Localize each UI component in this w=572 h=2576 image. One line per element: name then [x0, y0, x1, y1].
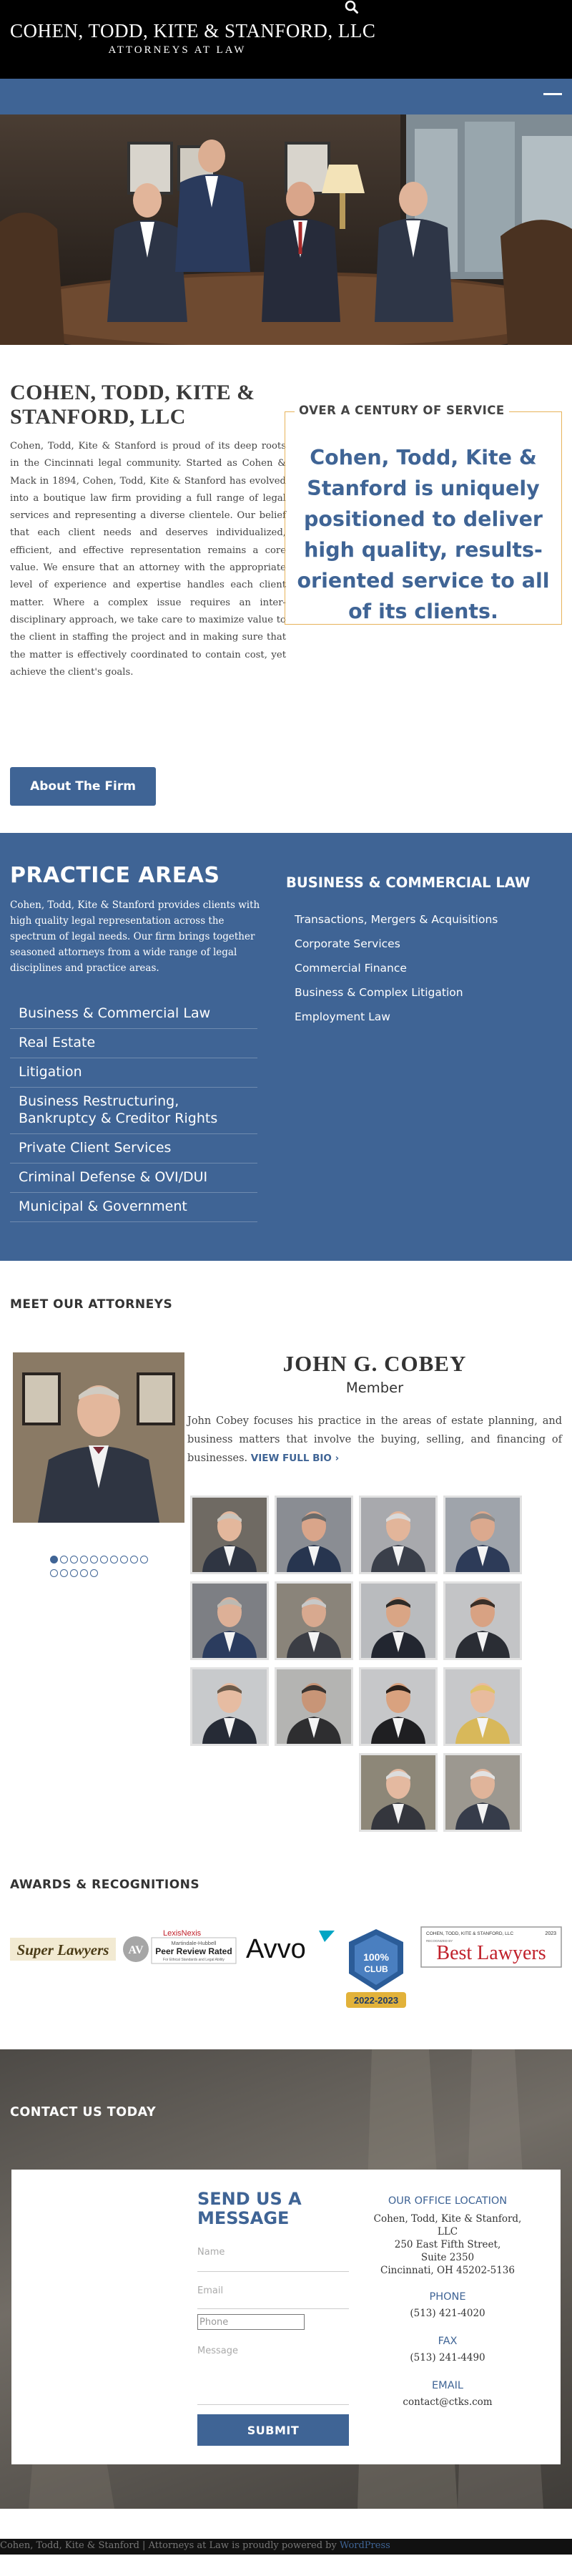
- carousel-dot[interactable]: [70, 1569, 78, 1577]
- attorney-thumbnail[interactable]: [359, 1753, 438, 1832]
- carousel-dot[interactable]: [130, 1556, 138, 1563]
- carousel-dot[interactable]: [120, 1556, 128, 1563]
- office-location: [365, 2195, 531, 2409]
- super-lawyers-logo: [10, 1933, 116, 1965]
- ethical-standards-label: For Ethical Standards and Legal Ability: [163, 1958, 225, 1962]
- featured-attorney-photo: [13, 1352, 184, 1523]
- attorney-thumbnail[interactable]: [359, 1496, 438, 1574]
- chevron-right-icon: ›: [335, 1453, 340, 1464]
- carousel-dot[interactable]: [70, 1556, 78, 1563]
- avvo-label: Avvo: [246, 1934, 306, 1964]
- office-name-line1: Cohen, Todd, Kite & Stanford,: [373, 2213, 522, 2225]
- about-the-firm-button[interactable]: About The Firm: [10, 767, 156, 806]
- carousel-dot[interactable]: [80, 1569, 88, 1577]
- attorney-thumbnail[interactable]: [443, 1496, 522, 1574]
- carousel-dot[interactable]: [100, 1556, 108, 1563]
- best-lawyers-firm: COHEN, TODD, KITE & STANFORD, LLC: [426, 1931, 514, 1936]
- attorneys-title: MEET OUR ATTORNEYS: [10, 1297, 173, 1312]
- carousel-dot[interactable]: [50, 1556, 58, 1563]
- submit-button[interactable]: SUBMIT: [197, 2414, 349, 2446]
- footer-text: [0, 2540, 390, 2551]
- wordpress-link[interactable]: WordPress: [339, 2540, 390, 2551]
- best-lawyers-label: Best Lawyers: [436, 1942, 546, 1964]
- fax-heading: FAX: [438, 2336, 458, 2347]
- send-message-heading: SEND US A MESSAGE: [197, 2189, 302, 2228]
- practice-area-real-estate[interactable]: Real Estate: [10, 1029, 257, 1058]
- practice-area-litigation[interactable]: Litigation: [10, 1058, 257, 1088]
- century-label: OVER A CENTURY OF SERVICE: [295, 404, 509, 417]
- featured-attorney-bio-text: John Cobey focuses his practice in the areas of estate planning, and business matters that involve the buying, selling, and financing of businesses.: [187, 1415, 562, 1464]
- view-full-bio-link[interactable]: VIEW FULL BIO ›: [250, 1453, 340, 1464]
- carousel-dot[interactable]: [50, 1569, 58, 1577]
- martindale-badge: [122, 1928, 237, 1968]
- message-field-underline: [197, 2404, 349, 2405]
- featured-attorney-name: JOHN G. COBEY: [282, 1351, 467, 1376]
- business-law-heading: BUSINESS & COMMERCIAL LAW: [286, 874, 531, 891]
- office-address-line2: Suite 2350: [420, 2252, 475, 2263]
- practice-area-business[interactable]: Business & Commercial Law: [10, 1000, 257, 1029]
- carousel-dot[interactable]: [90, 1556, 98, 1563]
- attorney-thumbnail[interactable]: [443, 1667, 522, 1746]
- office-address-line3: Cincinnati, OH 45202-5136: [380, 2265, 515, 2276]
- business-law-item[interactable]: Employment Law: [295, 1010, 390, 1023]
- business-law-item[interactable]: Business & Complex Litigation: [295, 986, 463, 999]
- phone-field[interactable]: [197, 2314, 305, 2330]
- attorney-thumbnail[interactable]: [359, 1667, 438, 1746]
- best-lawyers-year: 2023: [545, 1931, 556, 1936]
- practice-areas-title: PRACTICE AREAS: [10, 863, 220, 888]
- footer-credit: Cohen, Todd, Kite & Stanford | Attorneys at Law is proudly powered by: [0, 2540, 340, 2551]
- email-heading: EMAIL: [432, 2380, 463, 2391]
- office-location-heading: OUR OFFICE LOCATION: [388, 2195, 508, 2207]
- business-law-item[interactable]: Transactions, Mergers & Acquisitions: [295, 913, 498, 926]
- featured-attorney-bio: [187, 1412, 562, 1468]
- attorney-thumbnail[interactable]: [275, 1496, 353, 1574]
- business-law-item[interactable]: Commercial Finance: [295, 962, 407, 975]
- email-field[interactable]: Email: [197, 2285, 224, 2296]
- practice-areas-list: [10, 1000, 257, 1222]
- attorney-thumbnail[interactable]: [275, 1581, 353, 1660]
- lexisnexis-label: LexisNexis: [163, 1929, 202, 1938]
- practice-area-municipal[interactable]: Municipal & Government: [10, 1193, 257, 1222]
- business-law-item[interactable]: Corporate Services: [295, 937, 400, 950]
- carousel-dot[interactable]: [140, 1556, 148, 1563]
- club-percent: 100%: [363, 1951, 389, 1963]
- phone-number[interactable]: (513) 421-4020: [410, 2308, 485, 2319]
- firm-tagline: ATTORNEYS AT LAW: [108, 44, 247, 56]
- attorney-thumbnail[interactable]: [190, 1667, 269, 1746]
- email-field-underline: [197, 2308, 349, 2309]
- club-years: 2022-2023: [353, 1995, 399, 2006]
- century-text: Cohen, Todd, Kite & Stanford is uniquely positioned to deliver high quality, results-oriented service to all of its clients.: [297, 446, 550, 623]
- name-field[interactable]: Name: [197, 2247, 225, 2258]
- best-lawyers-badge: [420, 1926, 562, 1968]
- business-law-list: [295, 907, 498, 1029]
- carousel-dot[interactable]: [90, 1569, 98, 1577]
- carousel-dot[interactable]: [80, 1556, 88, 1563]
- practice-area-criminal-defense[interactable]: Criminal Defense & OVI/DUI: [10, 1163, 257, 1193]
- av-mark: AV: [128, 1944, 144, 1956]
- super-lawyers-label: Super Lawyers: [16, 1941, 109, 1958]
- attorney-thumbnail[interactable]: [275, 1667, 353, 1746]
- avvo-logo: [245, 1928, 340, 1965]
- email-address[interactable]: contact@ctks.com: [403, 2396, 493, 2408]
- attorney-thumbnail[interactable]: [190, 1581, 269, 1660]
- practice-area-private-client[interactable]: Private Client Services: [10, 1134, 257, 1163]
- featured-attorney-role: Member: [345, 1380, 404, 1396]
- office-address-line1: 250 East Fifth Street,: [394, 2239, 501, 2250]
- practice-area-restructuring[interactable]: Business Restructuring, Bankruptcy & Creditor Rights: [10, 1088, 257, 1134]
- fax-number: (513) 241-4490: [410, 2352, 485, 2363]
- attorney-thumbnail[interactable]: [443, 1753, 522, 1832]
- intro-body: Cohen, Todd, Kite & Stanford is proud of its deep roots in the Cincinnati legal community. Started as Cohen & Mack in 1894, Cohen, Todd, Kite & Stanford has evolved into a boutique law firm providing a full range of legal services and representing a diverse clientele. Our belief that each client needs and deserves individualized, efficient, and effective representation remains a core value. We ensure that an attorney with the appropriate level of experience and expertise handles each client matter. Where a complex issue requires an inter-disciplinary approach, we take care to maximize value to the client in staffing the project and in making sure that the matter is effectively coordinated to contain cost, yet achieve the client's goals.: [10, 441, 286, 678]
- firm-logo[interactable]: COHEN, TODD, KITE & STANFORD, LLC: [10, 20, 376, 42]
- hero-photo: [0, 114, 572, 345]
- menu-icon[interactable]: [543, 89, 562, 102]
- message-field[interactable]: Message: [197, 2346, 238, 2356]
- contact-title: CONTACT US TODAY: [10, 2105, 157, 2119]
- office-name-line2: LLC: [437, 2226, 458, 2238]
- attorney-thumbnail[interactable]: [190, 1496, 269, 1574]
- peer-review-label: Peer Review Rated: [155, 1946, 232, 1956]
- best-lawyers-recognized: RECOGNIZED BY: [426, 1939, 453, 1943]
- carousel-dot[interactable]: [110, 1556, 118, 1563]
- name-field-underline: [197, 2271, 349, 2272]
- attorney-thumbnail[interactable]: [359, 1581, 438, 1660]
- martindale-label: Martindale-Hubbell: [171, 1940, 217, 1946]
- carousel-dots: [49, 1554, 149, 1581]
- club-badge: [342, 1928, 410, 2025]
- carousel-dot[interactable]: [60, 1569, 68, 1577]
- nav-bar: [0, 79, 572, 114]
- search-icon[interactable]: [343, 0, 360, 14]
- awards-title: AWARDS & RECOGNITIONS: [10, 1878, 200, 1892]
- intro-title: COHEN, TODD, KITE & STANFORD, LLC: [10, 381, 255, 429]
- practice-areas-intro: Cohen, Todd, Kite & Stanford provides clients with high quality legal representation across the spectrum of legal needs. Our firm brings together seasoned attorneys from a wide range of legal disciplines and practice areas.: [10, 899, 260, 974]
- attorney-thumbnail[interactable]: [443, 1581, 522, 1660]
- club-label: CLUB: [364, 1964, 388, 1974]
- carousel-dot[interactable]: [60, 1556, 68, 1563]
- phone-heading: PHONE: [429, 2291, 466, 2303]
